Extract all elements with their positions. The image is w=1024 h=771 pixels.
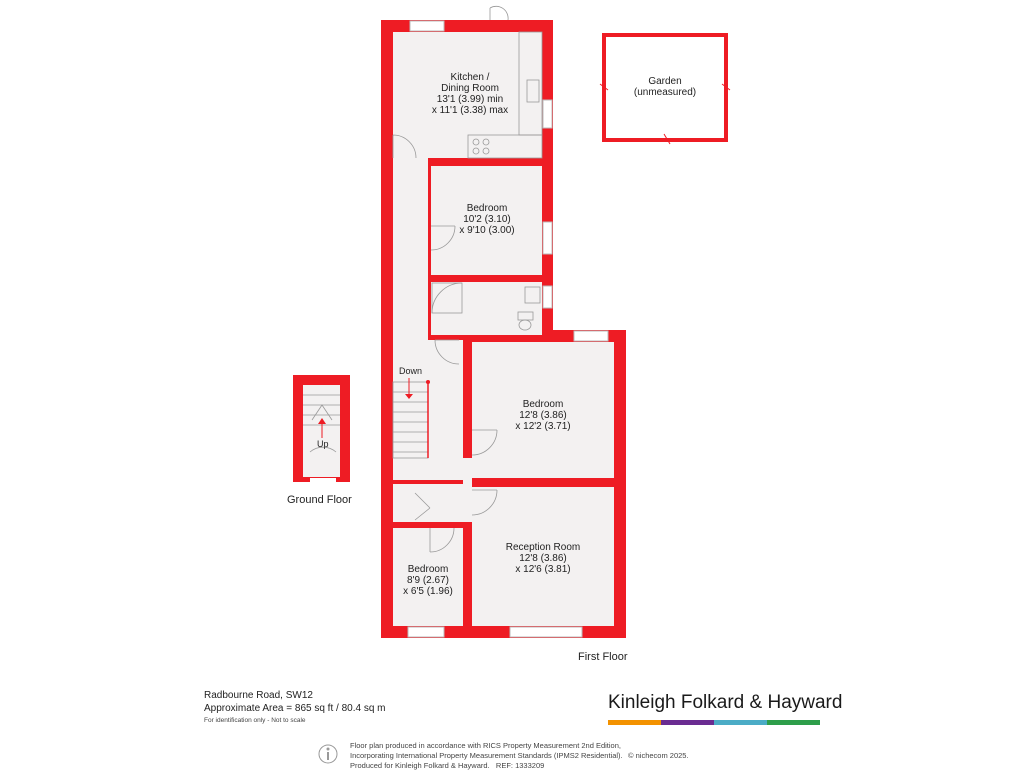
bedroom-2-dim-2: x 12'2 (3.71) — [515, 421, 571, 432]
footer-produced-for: Produced for Kinleigh Folkard & Hayward. — [350, 761, 490, 770]
footer-copyright: © nichecom 2025. — [628, 751, 689, 760]
property-address: Radbourne Road, SW12 — [204, 690, 313, 701]
bedroom-3-dim-2: x 6'5 (1.96) — [403, 586, 453, 597]
footer-ref: REF: 1333209 — [495, 761, 545, 770]
kitchen-title-2: Dining Room — [441, 83, 499, 94]
kitchen-label — [420, 72, 520, 116]
kitchen-title: Kitchen / — [450, 72, 490, 83]
bedroom-2-label — [493, 399, 593, 432]
bedroom-2-dim-1: 12'8 (3.86) — [519, 410, 567, 421]
footer-line-2: Incorporating International Property Measurement Standards (IPMS2 Residential). — [350, 751, 623, 760]
ground-floor-plan — [293, 375, 350, 482]
hall-gap-floor — [463, 458, 472, 522]
bedroom-1-dim-1: 10'2 (3.10) — [463, 214, 511, 225]
garden-label — [615, 76, 715, 98]
bedroom-3-label — [393, 564, 463, 597]
reception-title: Reception Room — [505, 542, 581, 553]
bedroom-1-label — [437, 203, 537, 236]
bedroom-3-dim-1: 8'9 (2.67) — [407, 575, 449, 586]
brand-bar-orange — [608, 720, 661, 725]
first-floor-label: First Floor — [578, 651, 628, 663]
bedroom-1-dim-2: x 9'10 (3.00) — [459, 225, 515, 236]
footer-line-3 — [350, 761, 623, 771]
bedroom-3-title: Bedroom — [407, 564, 449, 575]
reception-dim-1: 12'8 (3.86) — [519, 553, 567, 564]
reception-dim-2: x 12'6 (3.81) — [515, 564, 571, 575]
bedroom-2-title: Bedroom — [522, 399, 564, 410]
property-area: Approximate Area = 865 sq ft / 80.4 sq m — [204, 703, 386, 714]
kitchen-dim-1: 13'1 (3.99) min — [436, 94, 504, 105]
footer-text — [350, 741, 623, 771]
reception-label — [493, 542, 593, 575]
ground-floor-label: Ground Floor — [287, 494, 352, 506]
landing-floor — [393, 484, 463, 522]
garden-title: Garden — [648, 76, 682, 87]
brand-bar-green — [767, 720, 820, 725]
brand-bar-blue — [714, 720, 767, 725]
footer-line-1: Floor plan produced in accordance with RICS Property Measurement 2nd Edition, — [350, 741, 621, 750]
info-icon — [319, 745, 337, 763]
garden-note: (unmeasured) — [633, 87, 697, 98]
stairs-down-label: Down — [399, 366, 423, 376]
bedroom-1-title: Bedroom — [466, 203, 508, 214]
kitchen-dim-2: x 11'1 (3.38) max — [431, 105, 509, 116]
brand-logo-text: Kinleigh Folkard & Hayward — [608, 692, 843, 713]
stairs-up-label: Up — [317, 439, 329, 449]
brand-bar-purple — [661, 720, 714, 725]
property-disclaimer: For identification only - Not to scale — [204, 717, 306, 724]
